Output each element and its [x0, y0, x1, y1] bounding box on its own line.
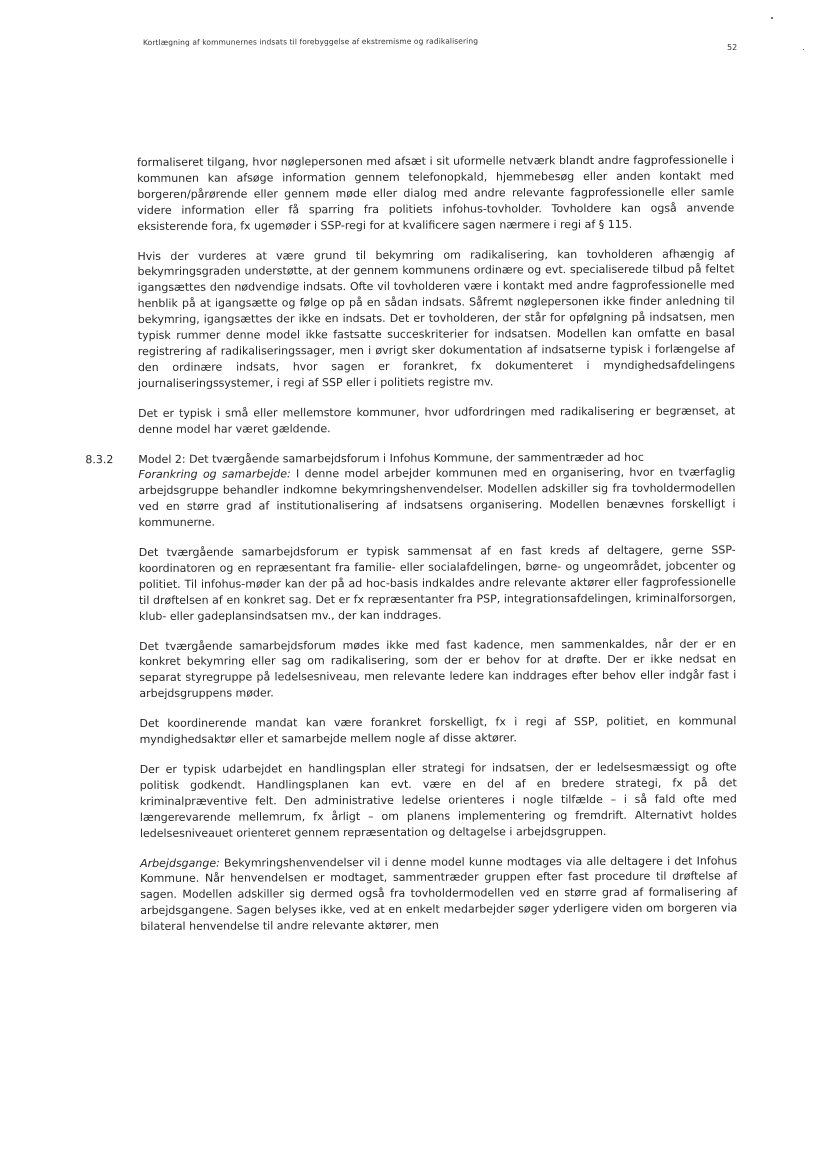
paragraph-text: Bekymringshenvendelser vil i denne model kunne modtages via alle deltagere i det Infohus Kommune. Når henvendelsen er modtaget, sammentræder gruppen efter fast procedure til drøftelse af sagen. Modellen adskiller sig dermed også fra tovholdermodellen ved en større grad af formalisering af arbejdsgangene. Sagen belyses ikke, ved at en enkelt medarbejder søger yderligere viden om borgeren via bilateral henvendelse til andre relevante aktører, men	[140, 853, 738, 934]
section-lead-label: Forankring og samarbejde:	[138, 467, 291, 482]
scan-speck	[771, 17, 773, 19]
paragraph: formaliseret tilgang, hvor nøglepersonen med afsæt i sit uformelle netværk blandt andre fagprofessionelle i kommunen kan afsøge information gennem telefonopkald, hjemmebesøg eller anden kontakt med borgeren/pårørende eller gennem møde eller dialog med andre relevante fagprofessionelle eller samle videre information eller få sparring fra politiets infohus-tovholder. Tovholdere kan også anvende eksisterende fora, fx ugemøder i SSP-regi for at kvalificere sagen nærmere i regi af § 115.	[137, 153, 735, 233]
paragraph	[140, 853, 737, 935]
scan-speck	[803, 49, 804, 50]
paragraph: Der er typisk udarbejdet en handlingsplan eller strategi for indsatsen, der er ledelsesmæssigt og ofte politisk godkendt. Handlingsplanen kan evt. være en del af en bredere strategi, fx på det kriminalpræventive felt. Den administrative ledelse orienteres i nogle tilfælde – i så fald ofte med længerevarende mellemrum, fx årligt – om planens implementering og fremdrift. Alternativt holdes ledelsesniveauet orienteret gennem repræsentation og deltagelse i arbejdsgruppen.	[139, 760, 737, 840]
section-paragraph	[138, 449, 735, 531]
section-lead-text: I denne model arbejder kommunen med en organisering, hvor en tværfaglig arbejdsgruppe behandler indkomne bekymringshenvendelser. Modellen adskiller sig fra tovholdermodellen ved en større grad af institutionalisering af indsatsens organisering. Modellen benævnes forskelligt i kommunerne.	[138, 465, 736, 530]
section-number: 8.3.2	[85, 452, 114, 466]
paragraph: Det er typisk i små eller mellemstore kommuner, hvor udfordringen med radikalisering er begrænset, at denne model har været gældende.	[138, 404, 736, 436]
section-title: Model 2: Det tværgående samarbejdsforum i Infohus Kommune, der sammentræder ad hoc	[138, 450, 644, 466]
body-text	[85, 152, 738, 949]
paragraph: Det tværgående samarbejdsforum mødes ikke med fast kadence, men sammenkaldes, når der er en konkret bekymring eller sag om radikalisering, som der er behov for at drøfte. Der er ikke nedsat en separat styregruppe på ledelsesniveau, men relevante ledere kan inddrages efter behov eller indgår fast i arbejdsgruppens møder.	[139, 636, 737, 701]
paragraph: Det tværgående samarbejdsforum er typisk sammensat af en fast kreds af deltagere, gerne SSP-koordinatoren og en repræsentant fra familie- eller socialafdelingen, børne- og ungeområdet, jobcenter og politiet. Til infohus-møder kan der på ad hoc-basis indkaldes andre relevante aktører eller fagprofessionelle til drøftelsen af en konkret sag. Det er fx repræsentanter fra PSP, integrationsafdelingen, kriminalforsorgen, klub- eller gadeplansindsatsen mv., der kan inddrages.	[138, 543, 736, 623]
running-header: Kortlægning af kommunernes indsats til forebyggelse af ekstremisme og radikalisering	[143, 36, 479, 47]
paragraph: Hvis der vurderes at være grund til bekymring om radikalisering, kan tovholderen afhængig af bekymringsgraden understøtte, at der gennem kommunens ordinære og evt. specialiserede tilbud på feltet igangsættes den nødvendige indsats. Ofte vil tovholderen være i kontakt med andre fagprofessionelle med henblik på at igangsætte og følge op på en sådan indsats. Såfremt nøglepersonen ikke finder anledning til bekymring, igangsættes der ikke en indsats. Det er tovholderen, der står for opfølgning på indsatsen, men typisk rummer denne model ikke fastsatte succeskriterier for indsatsen. Modellen kan omfatte en basal registrering af radikaliseringssager, men i øvrigt sker dokumentation af indsatserne typisk i forlængelse af den ordinære indsats, hvor sagen er forankret, fx dokumenteret i myndighedsafdelingens journaliseringssystemer, i regi af SSP eller i politiets registre mv.	[137, 246, 735, 390]
section-8-3-2	[85, 449, 736, 531]
page-number: 52	[727, 43, 738, 52]
paragraph-label: Arbejdsgange:	[140, 856, 220, 870]
paragraph: Det koordinerende mandat kan være forankret forskelligt, fx i regi af SSP, politiet, en kommunal myndighedsaktør eller et samarbejde mellem nogle af disse aktører.	[139, 714, 737, 747]
